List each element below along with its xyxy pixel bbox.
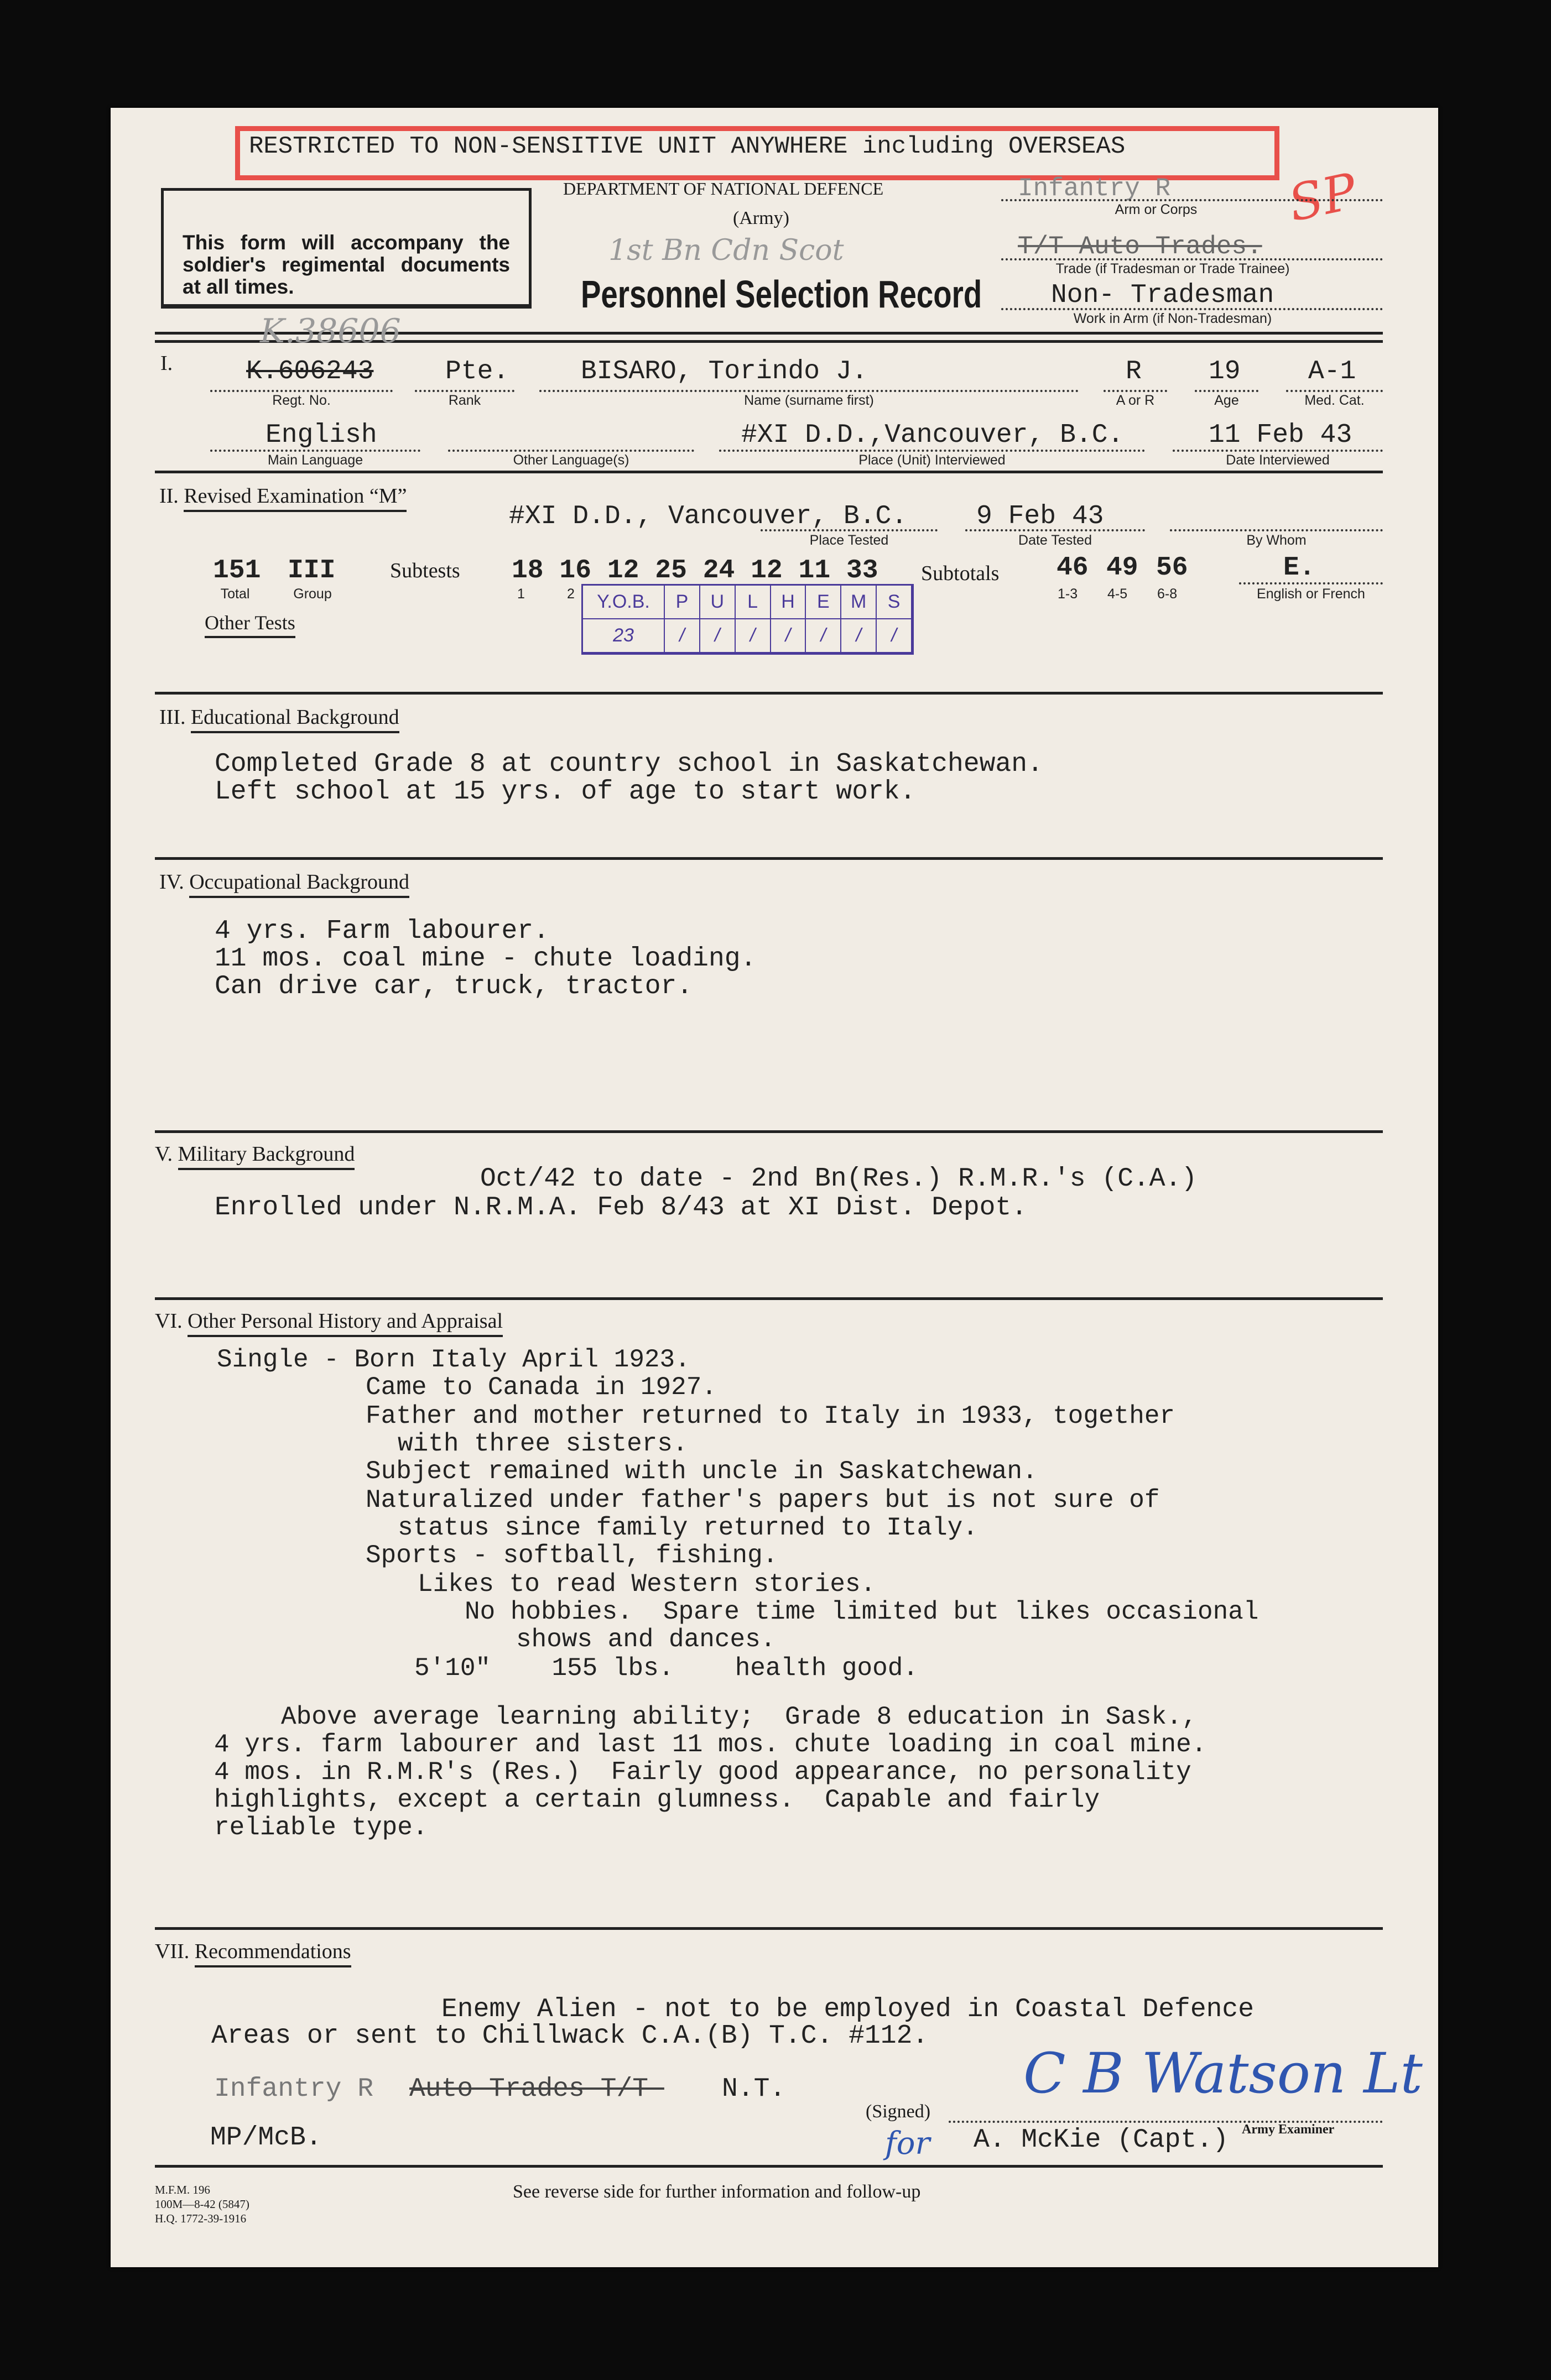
recommended-arm: Infantry R: [214, 2074, 374, 2104]
subtotal-4-5: 49: [1106, 553, 1138, 583]
for-mark: for: [885, 2126, 930, 2162]
nt-code: N.T.: [722, 2074, 786, 2104]
subtest-score: 18: [512, 556, 544, 586]
recommendation-line: Enemy Alien - not to be employed in Coastal Defence: [441, 1995, 1255, 2024]
other-test-value: /: [841, 619, 877, 653]
occupation-line: 11 mos. coal mine - chute loading.: [215, 944, 757, 974]
soldier-name: BISARO, Torindo J.: [581, 357, 868, 387]
subtests-label: Subtests: [390, 559, 460, 582]
initials: MP/McB.: [210, 2123, 322, 2153]
subtest-score: 24: [702, 556, 735, 586]
rank-label: Rank: [448, 393, 481, 408]
recommendation-line: Areas or sent to Chillwack C.A.(B) T.C. #112.: [211, 2021, 929, 2051]
place-interviewed-label: Place (Unit) Interviewed: [858, 452, 1006, 468]
form-codes: M.F.M. 196 100M—8-42 (5847) H.Q. 1772-39-1916: [155, 2183, 249, 2225]
history-line: Likes to read Western stories.: [418, 1570, 876, 1599]
med-cat: A-1: [1308, 357, 1356, 387]
other-test-header: Y.O.B.: [583, 586, 665, 619]
subtotal-label: 1-3: [1058, 586, 1078, 602]
other-test-value: 23: [583, 619, 665, 653]
date-tested: 9 Feb 43: [976, 502, 1104, 531]
notice-box: [161, 188, 532, 309]
regt-no-label: Regt. No.: [272, 393, 331, 408]
restricted-stamp-text: RESTRICTED TO NON-SENSITIVE UNIT ANYWHERE including OVERSEAS: [249, 133, 1126, 160]
subtotal-label: 6-8: [1157, 586, 1178, 602]
page-title: Personnel Selection Record: [581, 273, 982, 316]
total-label: Total: [220, 586, 250, 602]
place-tested: #XI D.D., Vancouver, B.C.: [509, 502, 908, 531]
history-line: No hobbies. Spare time limited but likes occasional: [465, 1598, 1259, 1626]
other-test-header: H: [771, 586, 806, 619]
age: 19: [1209, 357, 1241, 387]
rank: Pte.: [445, 357, 509, 387]
section-4-heading: IV. Occupational Background: [159, 870, 409, 894]
history-line: Naturalized under father's papers but is not sure of: [366, 1486, 1160, 1515]
section-3-heading: III. Educational Background: [159, 705, 399, 729]
other-test-value: /: [736, 619, 771, 653]
date-interviewed-label: Date Interviewed: [1226, 452, 1330, 468]
regt-no: K.606243: [246, 357, 374, 387]
other-test-value: /: [700, 619, 736, 653]
subtest-score: 33: [846, 556, 878, 586]
subtotal-6-8: 56: [1156, 553, 1188, 583]
other-test-header: L: [736, 586, 771, 619]
subtest-score: 12: [751, 556, 783, 586]
history-line: Father and mother returned to Italy in 1933, together: [366, 1402, 1175, 1431]
military-line: Enrolled under N.R.M.A. Feb 8/43 at XI Dist. Depot.: [215, 1193, 1028, 1223]
section-1-numeral: I.: [160, 352, 173, 375]
a-or-r: R: [1126, 357, 1142, 387]
education-line: Completed Grade 8 at country school in Saskatchewan.: [215, 749, 1043, 779]
english-or-french-label: English or French: [1257, 586, 1365, 602]
other-test-header: P: [665, 586, 700, 619]
pencil-unit-note: 1st Bn Cdn Scot: [608, 234, 844, 267]
education-line: Left school at 15 yrs. of age to start work.: [215, 777, 916, 807]
other-tests-label: Other Tests: [205, 611, 295, 634]
history-line: with three sisters.: [398, 1429, 688, 1458]
examiner-name: A. McKie (Capt.): [974, 2125, 1229, 2155]
date-tested-label: Date Tested: [1018, 533, 1092, 548]
personnel-selection-record: [111, 108, 1438, 2267]
subtest-score: 12: [607, 556, 639, 586]
other-test-header: M: [841, 586, 877, 619]
history-line: status since family returned to Italy.: [398, 1513, 978, 1542]
signature: C B Watson Lt: [1023, 2041, 1423, 2106]
main-language-label: Main Language: [267, 452, 363, 468]
trade-label: Trade (if Tradesman or Trade Trainee): [1055, 261, 1290, 276]
subtotal-1-3: 46: [1056, 553, 1089, 583]
other-test-header: U: [700, 586, 736, 619]
footer-note: See reverse side for further information and follow-up: [513, 2181, 921, 2202]
work-label: Work in Arm (if Non-Tradesman): [1073, 311, 1272, 326]
arm-value: Infantry R: [1018, 174, 1171, 203]
group-score: III: [288, 556, 336, 586]
history-line: Subject remained with uncle in Saskatchewan.: [366, 1457, 1038, 1486]
place-interviewed: #XI D.D.,Vancouver, B.C.: [741, 420, 1124, 450]
history-line: Came to Canada in 1927.: [366, 1373, 717, 1402]
other-test-value: /: [806, 619, 841, 653]
military-line: Oct/42 to date - 2nd Bn(Res.) R.M.R.'s (C.A.): [480, 1164, 1198, 1194]
main-language: English: [266, 420, 377, 450]
examiner-label: Army Examiner: [1242, 2122, 1335, 2137]
notice-text: This form will accompany the soldier's regimental documents at all times.: [183, 231, 510, 298]
subtotals-label: Subtotals: [921, 562, 1000, 585]
history-line: 5'10" 155 lbs. health good.: [414, 1654, 918, 1683]
other-language-label: Other Language(s): [513, 452, 629, 468]
appraisal-line: 4 yrs. farm labourer and last 11 mos. chute loading in coal mine.: [214, 1730, 1207, 1759]
occupation-line: Can drive car, truck, tractor.: [215, 972, 693, 1001]
appraisal-line: Above average learning ability; Grade 8 education in Sask.,: [281, 1703, 1198, 1731]
section-5-heading: V. Military Background: [155, 1142, 355, 1166]
history-line: Sports - softball, fishing.: [366, 1541, 778, 1570]
appraisal-line: 4 mos. in R.M.R's (Res.) Fairly good appearance, no personality: [214, 1758, 1191, 1787]
other-test-value: /: [665, 619, 700, 653]
history-line: Single - Born Italy April 1923.: [217, 1345, 690, 1374]
occupation-line: 4 yrs. Farm labourer.: [215, 916, 549, 946]
red-mark: SP: [1283, 162, 1362, 233]
other-test-value: /: [877, 619, 912, 653]
name-label: Name (surname first): [744, 393, 874, 408]
total-score: 151: [213, 556, 261, 586]
subtest-2-label: 2: [567, 586, 575, 602]
age-label: Age: [1214, 393, 1239, 408]
signed-label: (Signed): [866, 2101, 931, 2122]
appraisal-line: highlights, except a certain glumness. Capable and fairly: [214, 1786, 1100, 1814]
section-7-heading: VII. Recommendations: [155, 1939, 351, 1964]
med-cat-label: Med. Cat.: [1304, 393, 1365, 408]
date-interviewed: 11 Feb 43: [1209, 420, 1352, 450]
other-test-header: S: [877, 586, 912, 619]
work-value: Non- Tradesman: [1051, 280, 1274, 310]
section-2-numeral: II.: [159, 484, 179, 508]
section-2-heading: [159, 484, 407, 508]
other-tests-grid: [581, 584, 914, 655]
subtest-score: 11: [798, 556, 831, 586]
place-tested-label: Place Tested: [809, 533, 889, 548]
army-label: (Army): [733, 208, 789, 228]
other-test-header: E: [806, 586, 841, 619]
other-test-value: /: [771, 619, 806, 653]
arm-label: Arm or Corps: [1115, 202, 1198, 217]
group-label: Group: [293, 586, 332, 602]
subtests-row: [512, 556, 878, 586]
struck-trade: Auto-Trades-T/T-: [409, 2074, 664, 2104]
history-line: shows and dances.: [516, 1625, 776, 1654]
english-or-french: E.: [1283, 553, 1315, 583]
subtest-score: 25: [655, 556, 687, 586]
department-label: DEPARTMENT OF NATIONAL DEFENCE: [563, 179, 884, 199]
a-or-r-label: A or R: [1116, 393, 1155, 408]
pencil-number: K.38606: [260, 312, 401, 351]
subtotal-label: 4-5: [1107, 586, 1128, 602]
subtest-1-label: 1: [517, 586, 525, 602]
section-6-heading: VI. Other Personal History and Appraisal: [155, 1309, 503, 1333]
by-whom-label: By Whom: [1246, 533, 1307, 548]
section-2-title: Revised Examination “M”: [184, 484, 407, 512]
subtest-score: 16: [559, 556, 592, 586]
appraisal-line: reliable type.: [214, 1813, 428, 1842]
trade-value: T/T Auto Trades.: [1018, 232, 1262, 261]
